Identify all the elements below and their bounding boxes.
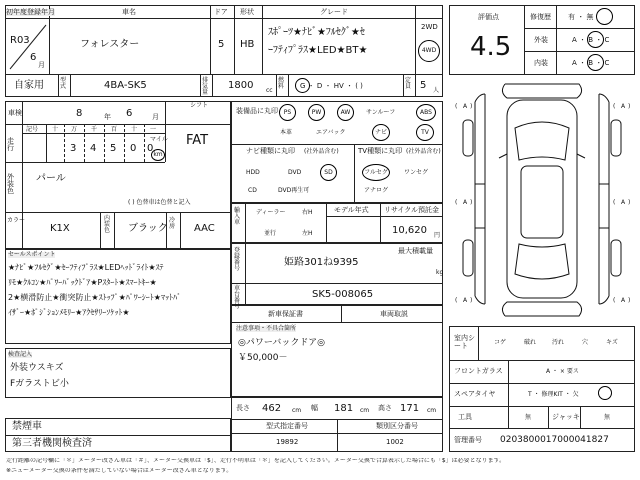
repair-label: 修復歴 [530, 13, 551, 21]
front-glass-label: フロントガラス [454, 367, 503, 375]
tv-oneseg: ワンセグ [404, 169, 429, 176]
svg-text:A: A [621, 297, 626, 304]
height-label: 高さ [378, 404, 392, 412]
tv-fullseg-circled: フルセグ [362, 164, 390, 181]
grade-label: グレード [320, 8, 348, 16]
equip-tv-circled: TV [416, 124, 434, 141]
seat-item: 汚れ [552, 339, 565, 346]
rule [200, 74, 201, 97]
equip-abs-circled: ABS [416, 104, 436, 121]
rule [337, 419, 338, 452]
exterior-color: パール [36, 173, 66, 184]
nav-dvd-play: DVD再生可 [278, 187, 310, 194]
rule [262, 5, 263, 74]
notes-label: 注意事項・不具合箇所 [236, 325, 297, 332]
inspection-line: 外装ウスキズ [10, 363, 64, 373]
rule [354, 144, 355, 203]
import-right-hand: 右H [302, 209, 313, 216]
svg-text:(: ( [613, 103, 616, 110]
rule [210, 5, 211, 74]
rule [415, 74, 416, 97]
grade-line-1: ｽﾎﾟｰﾂ★ﾅﾋﾞ★ﾌﾙｾｸﾞ★ｾ [268, 27, 365, 38]
mileage-digit: 5 [110, 143, 117, 154]
seat-item: 穴 [582, 339, 589, 346]
spare-tire-label: スペアタイヤ [454, 390, 496, 398]
rule [5, 212, 231, 213]
color-no: K1X [50, 223, 70, 234]
sales-line: 2★横滑防止★衝突防止★ｽﾄｯﾌﾟ★ﾊﾟﾜｰｼｰﾄ★ﾏｯﾄﾊﾞ [8, 293, 181, 302]
rule [64, 124, 65, 162]
width-unit: cm [360, 407, 370, 414]
recycle-label: リサイクル預託金 [384, 206, 440, 214]
shaken-month: 6 [126, 108, 133, 119]
width-label: 幅 [311, 404, 318, 412]
reg-month: 6 [30, 52, 37, 63]
car-body-outline-icon [449, 80, 635, 320]
displacement-label: 排気量 [202, 77, 209, 96]
fuel-label: 燃料 [278, 77, 285, 90]
shift-value: FAT [186, 133, 209, 148]
seat-item: 破れ [524, 339, 537, 346]
grade-line-2: ｰﾌﾃｨﾌﾟﾗｽ★LED★BT★ [268, 45, 368, 56]
manual-label: 車両取説 [380, 310, 408, 318]
import-left-hand: 左H [302, 230, 313, 237]
svg-text:(: ( [455, 199, 458, 206]
model-value: 4BA-SK5 [104, 80, 147, 91]
rule [276, 74, 277, 97]
rule [70, 74, 71, 97]
rule [165, 101, 166, 162]
rule [22, 101, 23, 249]
drive-2wd: 2WD [421, 23, 438, 31]
shaken-year-unit: 年 [104, 113, 111, 121]
rule [124, 124, 125, 162]
digit-header: 十 [52, 126, 59, 133]
unit-miles: マイル [150, 136, 168, 143]
import-label: 輸入車 [234, 207, 241, 226]
digit-header: 千 [91, 126, 98, 133]
rule [5, 124, 231, 125]
seat-item: コゲ [494, 339, 507, 346]
equip-navi-circled: ナビ [372, 124, 390, 141]
width-value: 181 [334, 403, 354, 414]
svg-text:): ) [628, 199, 631, 206]
rule [548, 406, 549, 428]
capacity-value: 5 [420, 80, 427, 91]
car-diagram [449, 80, 635, 320]
rule [234, 5, 235, 74]
type-number-label: 型式指定番号 [266, 422, 308, 430]
rule [231, 283, 443, 284]
rule [245, 203, 246, 243]
equipment-label: 装備品に丸印 [236, 107, 278, 115]
door-label: ドア [214, 8, 228, 16]
svg-text:A: A [463, 103, 468, 110]
rule [580, 406, 581, 428]
svg-text:A: A [621, 199, 626, 206]
rule [380, 203, 381, 243]
rule [180, 212, 181, 249]
rule [415, 5, 416, 74]
interior-grade-label: 内装 [534, 59, 548, 67]
rule [449, 360, 635, 361]
capacity-unit: 人 [433, 87, 440, 94]
rule [449, 428, 635, 429]
svg-text:A: A [463, 199, 468, 206]
spare-missing-circle [598, 386, 612, 400]
type-number: 19892 [276, 438, 299, 446]
rule [144, 124, 145, 162]
jack-value: 無 [604, 414, 611, 421]
rule [449, 406, 635, 407]
sales-line: ﾘﾓ★ｸﾙｺﾝ★ﾊﾟﾜｰﾊﾞｯｸﾄﾞｱ★Pｽﾀｰﾄ★ｽﾏｰﾄｷｰ★ [8, 278, 157, 287]
shift-label: シフト [190, 102, 209, 109]
rule [58, 74, 59, 97]
score-label: 評価点 [478, 13, 499, 21]
first-reg-label: 初年度登録年月 [6, 8, 55, 16]
length-value: 462 [262, 403, 282, 414]
car-name-label: 車名 [122, 8, 136, 16]
import-parallel: 並行 [264, 230, 277, 237]
displacement-value: 1800 [228, 80, 254, 91]
rule [114, 212, 115, 249]
import-dealer: ディーラー [256, 209, 286, 216]
equip-pw-circled: PW [308, 104, 325, 121]
drive-4wd-circled: 4WD [418, 40, 440, 62]
digit-header: 一 [150, 126, 157, 133]
score-value: 4.5 [470, 32, 512, 62]
rule [288, 74, 289, 97]
ac-label: 冷房 [169, 217, 176, 230]
length-unit: cm [292, 407, 302, 414]
rule [231, 322, 443, 323]
rule [84, 124, 85, 162]
repair-options: 有 ・ 無 [568, 13, 594, 21]
fuel-options: G ・ D ・ HV ・ ( ) [300, 82, 363, 90]
shaken-month-unit: 月 [152, 113, 159, 121]
model-year-label: モデル年式 [334, 206, 369, 214]
chassis-label: 車台番号 [234, 285, 241, 310]
inspection-block [5, 348, 231, 398]
rule [524, 28, 635, 29]
reg-year: R03 [10, 35, 30, 46]
rule [231, 144, 443, 145]
sales-point-label: セールスポイント [8, 251, 56, 258]
exterior-grade-label: 外装 [534, 36, 548, 44]
rule [524, 51, 635, 52]
no-smoking: 禁煙車 [12, 421, 42, 432]
rule [341, 305, 342, 322]
inspection-label: 検査記入 [8, 351, 33, 358]
mgmt-label: 管理番号 [454, 436, 482, 444]
shape-label: 形状 [240, 8, 254, 16]
digit-header: 万 [71, 126, 78, 133]
tools-value: 無 [525, 414, 532, 421]
registration-number: 姫路301ね9395 [284, 257, 359, 268]
rule [478, 326, 479, 360]
spare-tire-options: T ・ 修理KIT ・ 欠 [528, 391, 579, 398]
new-warranty-label: 新車保証書 [268, 310, 303, 318]
svg-text:): ) [470, 297, 473, 304]
svg-text:(: ( [455, 297, 458, 304]
color-no-label: カラー [7, 217, 26, 224]
rule [212, 74, 213, 97]
length-label: 長さ [236, 404, 250, 412]
footer-note-1: 走行距離の記号欄に「＊」メーター改ざん車は「＃」、メーター交換車は「$」、走行不明車は「＊」を記入してください。メーター交換で合算表示した場合にも「$」は必要となります。 [6, 458, 506, 464]
shaken-label: 車検 [8, 109, 22, 117]
rule [5, 162, 165, 163]
unit-km-circled: km [151, 149, 165, 161]
mileage-digit: 4 [90, 143, 97, 154]
sales-line: ★ﾅﾋﾞ★ﾌﾙｾｸﾞ★ｾｰﾌﾃｨﾌﾟﾗｽ★LEDﾍｯﾄﾞﾗｲﾄ★ｽﾃ [8, 263, 164, 272]
nav-type-label: ナビ種類に丸印 [246, 147, 295, 155]
mileage-digit: 0 [147, 143, 154, 154]
footer-note-2: ※ニューメーター交換の条件を満たしていない場合はメーター改ざん車となります。 [6, 468, 233, 474]
mgmt-number: 0203800017000041827 [500, 435, 609, 445]
svg-text:): ) [470, 199, 473, 206]
rule [104, 124, 105, 162]
nav-type-note: (社外品含む) [304, 148, 339, 155]
exterior-grade-options: A ・ B ・ C [572, 36, 610, 44]
nav-hdd: HDD [246, 169, 260, 176]
svg-text:): ) [628, 297, 631, 304]
svg-text:(: ( [455, 103, 458, 110]
rule [449, 383, 635, 384]
class-number-label: 類別区分番号 [376, 422, 418, 430]
rule [524, 5, 525, 75]
rule [326, 216, 443, 217]
digit-header: 百 [111, 126, 118, 133]
nav-dvd: DVD [288, 169, 302, 176]
rule [46, 124, 47, 162]
tv-type-label: TV種類に丸印 [358, 147, 403, 155]
rule [326, 203, 327, 243]
rule [5, 435, 231, 436]
inspection-line: Fガラストビ小 [10, 379, 69, 389]
equip-sunroof: サンルーフ [366, 109, 396, 116]
equip-aw-circled: AW [337, 104, 354, 121]
ac-value: AAC [194, 223, 215, 234]
equip-ps-circled: PS [279, 104, 296, 121]
seat-label: 室内シート [454, 334, 475, 351]
equip-leather: 本革 [280, 129, 293, 136]
third-party-inspected: 第三者機関検査済 [12, 438, 92, 449]
car-name: フォレスター [80, 39, 140, 50]
displacement-unit: cc [266, 87, 273, 94]
rule [100, 212, 101, 249]
note-line: ◎パワーバックドア◎ [238, 338, 325, 348]
note-line: ￥50,000－ [238, 353, 288, 363]
svg-text:): ) [628, 103, 631, 110]
mileage-digit: 0 [130, 143, 137, 154]
rule [508, 360, 509, 428]
model-label: 型式 [60, 77, 67, 90]
rule [556, 5, 557, 75]
interior-color-label: 内装色 [104, 215, 111, 234]
tv-type-note: (社外品含む) [406, 148, 441, 155]
height-value: 171 [400, 403, 420, 414]
nav-sd-circled: SD [320, 164, 337, 181]
repair-none-circle [596, 8, 613, 25]
mileage-rec-label: 記号 [26, 126, 39, 133]
capacity-label: 定員 [405, 77, 412, 90]
jack-label: ジャッキ [552, 413, 580, 421]
reg-month-unit: 月 [38, 61, 45, 69]
load-unit: kg [436, 269, 444, 276]
height-unit: cm [427, 407, 437, 414]
svg-text:(: ( [613, 199, 616, 206]
interior-grade-options: A ・ B ・ C [572, 59, 610, 67]
color-change-note: ( ) 色替車は色替と記入 [128, 199, 191, 206]
nav-cd: CD [248, 187, 257, 194]
chassis-number: SK5-008065 [312, 289, 374, 300]
front-glass-options: A ・ × 要ス [546, 368, 579, 375]
digit-header: 十 [131, 126, 138, 133]
interior-b-circle [587, 54, 604, 71]
tv-analog: アナログ [364, 187, 389, 194]
svg-text:A: A [621, 103, 626, 110]
svg-text:): ) [470, 103, 473, 110]
shaken-year: 8 [76, 108, 83, 119]
rule [245, 243, 246, 305]
exterior-b-circle [587, 31, 604, 48]
exterior-color-label: 外装色 [7, 173, 14, 195]
sales-line: ｲｻﾞｰ★ﾎﾟｼﾞｼｮﾝﾒﾓﾘｰ★ｱｸｾｻﾘｰｿｹｯﾄ★ [8, 308, 130, 317]
class-number: 1002 [386, 438, 404, 446]
rule [5, 18, 443, 19]
door-count: 5 [218, 39, 225, 50]
seat-item: キズ [606, 339, 618, 346]
interior-color: ブラック [128, 223, 168, 234]
use-type: 自家用 [14, 80, 44, 91]
warranty-block [231, 305, 443, 397]
tools-label: 工具 [458, 413, 472, 421]
svg-text:(: ( [613, 297, 616, 304]
mileage-label: 走行 [7, 137, 14, 152]
mileage-digit: 3 [70, 143, 77, 154]
equip-airbag: エアバック [316, 129, 346, 136]
recycle-unit: 円 [434, 232, 441, 239]
rule [403, 74, 404, 97]
shape-value: HB [240, 39, 255, 50]
recycle-value: 10,620 [392, 225, 427, 236]
registration-label: 登録番号 [234, 247, 241, 272]
svg-text:A: A [463, 297, 468, 304]
max-load-label: 最大積載量 [398, 247, 433, 255]
